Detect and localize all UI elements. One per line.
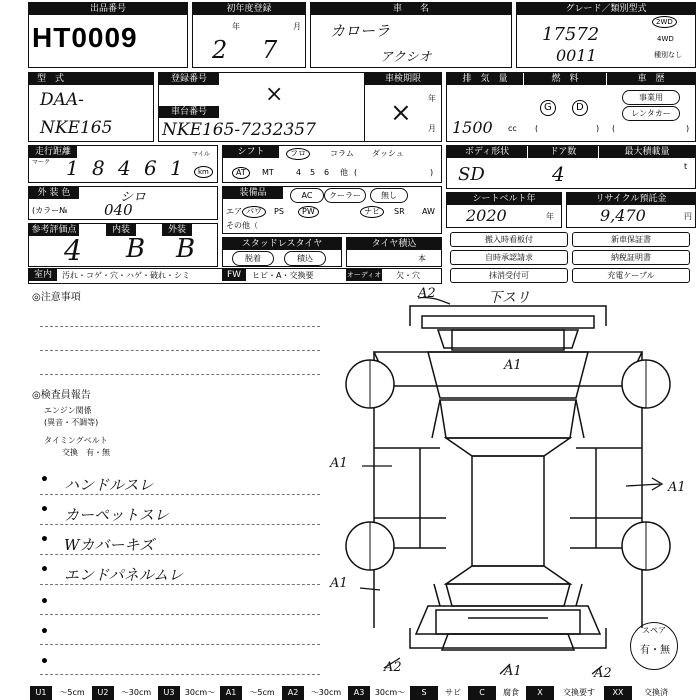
bullet: • <box>40 502 49 518</box>
studless-load: 積込 <box>284 251 326 266</box>
fw-label: FW <box>222 269 246 281</box>
legend-a3-desc: 30cm〜 <box>374 688 406 697</box>
mileage-digit-4: 6 <box>144 156 157 180</box>
shift-other: 他 <box>340 168 348 177</box>
interior-label: 内装 <box>106 224 136 236</box>
equip-ps: PS <box>274 207 284 216</box>
drive-2wd: 2WD <box>652 16 677 28</box>
model-label: 型 式 <box>29 73 153 85</box>
inspector-item-3: Wカバーキズ <box>64 536 155 554</box>
shift-floor: フロ <box>286 148 310 160</box>
inspector-item-4: エンドパネルムレ <box>64 566 184 584</box>
note-line <box>40 554 320 555</box>
note-line <box>40 524 320 525</box>
check-item-6: 充電ケーブル <box>572 268 690 283</box>
legend-a1: A1 <box>220 686 242 700</box>
lot-number-label: 出品番号 <box>29 3 187 15</box>
bullet: • <box>40 532 49 548</box>
first-registration-month: 7 <box>262 36 278 64</box>
shift-4: 4 <box>296 168 302 177</box>
displacement-value: 1500 <box>452 118 493 137</box>
fw-text: ヒビ・A・交換要 <box>252 271 314 280</box>
spare-label: スペア <box>642 626 666 635</box>
mileage-digit-3: 4 <box>118 156 131 180</box>
model-value-1: DAA- <box>40 90 84 110</box>
inside-label: 室内 <box>29 269 57 281</box>
tire-unit: 本 <box>418 254 426 263</box>
diagram-top-label: 下スリ <box>488 290 530 306</box>
inside-text: 汚れ・コゲ・穴・ハゲ・破れ・シミ <box>62 271 190 280</box>
mileage-digit-1: 1 <box>66 156 79 180</box>
seatbelt-value: 2020 <box>466 206 507 225</box>
car-name: カローラ <box>330 22 391 40</box>
first-registration-month-unit: 月 <box>293 22 301 31</box>
spare-options: 有・無 <box>640 645 670 656</box>
body-value: SD <box>458 164 485 185</box>
model-value-2: NKE165 <box>40 118 113 138</box>
legend-xx-desc: 交換済 <box>644 688 668 697</box>
seatbelt-unit: 年 <box>546 212 554 221</box>
inspection-divider <box>364 73 365 141</box>
bullet: • <box>40 654 49 670</box>
mileage-digit-2: 8 <box>92 156 105 180</box>
legend-u3: U3 <box>158 686 180 700</box>
legend-a1-desc: 〜5cm <box>249 688 275 697</box>
fuel-g: G <box>540 100 556 116</box>
legend-s-desc: サビ <box>445 688 461 697</box>
score-value: 4 <box>64 234 82 267</box>
timing-options: 交換 有・無 <box>62 448 110 457</box>
fuel-d: D <box>572 100 588 116</box>
equipment-label: 装備品 <box>223 187 283 199</box>
mileage-unit-mile: マイル <box>192 151 210 158</box>
color-no-label: (カラー№ <box>32 206 68 215</box>
mileage-unit-km: km <box>194 166 213 178</box>
recycle-value: 9,470 <box>600 206 646 225</box>
first-registration-label: 初年度登録 <box>193 3 305 15</box>
equip-navi: ナビ <box>360 206 384 218</box>
shift-at: AT <box>232 167 250 179</box>
exterior-label: 外装 <box>162 224 192 236</box>
doors-value: 4 <box>552 162 565 186</box>
audio-text: 欠・穴 <box>396 271 420 280</box>
damage-mark-a1-rear: A1 <box>504 664 522 679</box>
displacement-label: 排 気 量 <box>447 73 523 85</box>
first-registration-year: 2 <box>212 36 228 64</box>
check-item-2: 新車保証書 <box>572 232 690 247</box>
check-item-1: 搬入時看板付 <box>450 232 568 247</box>
shift-column: コラム <box>330 149 354 158</box>
history-paren-close: ) <box>686 124 690 133</box>
inspector-item-1: ハンドルスレ <box>64 476 154 494</box>
drive-none: 種別なし <box>654 51 682 59</box>
capacity-unit: t <box>684 162 688 171</box>
legend-c-desc: 腐食 <box>503 688 519 697</box>
car-name-label: 車 名 <box>311 3 511 15</box>
equip-air: エア <box>226 207 242 216</box>
legend-u2: U2 <box>92 686 114 700</box>
shift-6: 6 <box>324 168 330 177</box>
damage-mark-a1-hood: A1 <box>504 358 522 373</box>
legend-x: X <box>526 686 554 700</box>
drive-4wd: 4WD <box>657 35 674 43</box>
audio-label: オーディオ <box>346 271 382 279</box>
tire-label: タイヤ積込 <box>347 238 441 250</box>
note-line <box>40 326 320 327</box>
studless-label: スタッドレスタイヤ <box>223 238 341 250</box>
note-line <box>40 494 320 495</box>
equip-sr: SR <box>394 207 405 216</box>
shift-dash: ダッシュ <box>372 149 404 158</box>
recycle-unit: 円 <box>684 212 692 221</box>
damage-mark-a2-rear-right: A2 <box>594 666 612 681</box>
damage-mark-a2-top: A2 <box>418 286 436 301</box>
report-title: ◎検査員報告 <box>32 390 91 401</box>
equip-other: その他（ <box>226 221 258 230</box>
fuel-label: 燃 料 <box>524 73 606 85</box>
lot-number: HT0009 <box>32 22 138 53</box>
note-line <box>40 674 320 675</box>
check-item-5: 抹消受付可 <box>450 268 568 283</box>
engine-sub: (異音・不調等) <box>44 418 99 427</box>
recycle-label: リサイクル預託金 <box>567 193 695 205</box>
exterior-color-value: シロ <box>120 190 147 205</box>
legend-c: C <box>468 686 496 700</box>
legend-u1: U1 <box>30 686 52 700</box>
engine-label: エンジン関係 <box>44 406 92 415</box>
mileage-label: 走行距離 <box>29 146 77 158</box>
exterior-color-label: 外 装 色 <box>29 187 79 199</box>
damage-mark-a1-left: A1 <box>330 456 348 471</box>
legend-a2-desc: 〜30cm <box>310 688 342 697</box>
first-registration-year-unit: 年 <box>232 22 240 31</box>
inspection-label: 車検期限 <box>365 73 441 85</box>
grade-label: グレード／類別型式 <box>517 3 695 15</box>
shift-label: シフト <box>223 146 279 158</box>
shift-5: 5 <box>310 168 316 177</box>
shift-paren-open: ( <box>354 168 358 177</box>
note-line <box>40 350 320 351</box>
chassis-label: 車台番号 <box>159 106 219 118</box>
legend-x-desc: 交換要す <box>563 688 595 697</box>
score-label: 参考評価点 <box>29 224 79 236</box>
capacity-label: 最大積載量 <box>599 146 695 158</box>
shift-paren-close: ) <box>430 168 434 177</box>
chassis-value: NKE165-7232357 <box>162 120 316 140</box>
legend-u1-desc: 〜5cm <box>59 688 85 697</box>
equip-ac: AC <box>290 188 324 203</box>
note-line <box>40 614 320 615</box>
inspection-year-unit: 年 <box>428 94 436 103</box>
rental-car: レンタカー <box>622 106 680 121</box>
check-item-3: 自時承認請求 <box>450 250 568 265</box>
color-no-value: 040 <box>104 201 133 219</box>
check-item-4: 納税証明書 <box>572 250 690 265</box>
legend-xx: XX <box>604 686 632 700</box>
vehicle-history-label: 車 歴 <box>607 73 695 85</box>
inspection-month-unit: 月 <box>428 124 436 133</box>
reg-no-label: 登録番号 <box>159 73 219 85</box>
legend-u2-desc: 〜30cm <box>120 688 152 697</box>
damage-mark-a1-right: A1 <box>668 480 686 495</box>
fuel-paren-close: ) <box>596 124 600 133</box>
cc-unit: cc <box>508 124 517 133</box>
timing-label: タイミングベルト <box>44 436 108 445</box>
equip-pawa: パワ <box>242 206 266 218</box>
reg-no-value: × <box>265 82 284 107</box>
bullet: • <box>40 594 49 610</box>
mileage-digit-5: 1 <box>170 156 183 180</box>
history-paren-open: ( <box>612 124 616 133</box>
exterior-value: B <box>176 234 196 264</box>
fuel-paren-open: ( <box>535 124 539 133</box>
car-name-sub: アクシオ <box>380 50 432 65</box>
interior-value: B <box>126 234 146 264</box>
legend-a3: A3 <box>348 686 370 700</box>
seatbelt-label: シートベルト年 <box>447 193 561 205</box>
bullet: • <box>40 624 49 640</box>
inspector-item-2: カーペットスレ <box>64 506 169 524</box>
doors-label: ドア数 <box>528 146 598 158</box>
equip-aw: AW <box>422 207 435 216</box>
body-label: ボディ形状 <box>447 146 527 158</box>
damage-mark-a2-rear-left: A2 <box>384 660 402 675</box>
legend-a2: A2 <box>282 686 304 700</box>
grade-line1: 17572 <box>542 24 600 45</box>
damage-mark-a1-rear-left: A1 <box>330 576 348 591</box>
equip-cooler: クーラー <box>324 188 366 203</box>
legend-u3-desc: 30cm〜 <box>184 688 216 697</box>
legend-s: S <box>410 686 438 700</box>
studless-dettach: 脱着 <box>232 251 274 266</box>
bullet: • <box>40 472 49 488</box>
notes-title: ◎注意事項 <box>32 292 81 303</box>
business-use: 事業用 <box>622 90 680 105</box>
note-line <box>40 584 320 585</box>
note-line <box>40 374 320 375</box>
note-line <box>40 644 320 645</box>
inspection-value: × <box>390 98 412 128</box>
mileage-mark-label: マーク <box>32 159 51 166</box>
grade-line2: 0011 <box>556 46 597 65</box>
shift-mt: MT <box>262 168 274 177</box>
equip-pw: PW <box>298 206 319 218</box>
bullet: • <box>40 562 49 578</box>
equip-none: 無し <box>370 188 408 203</box>
